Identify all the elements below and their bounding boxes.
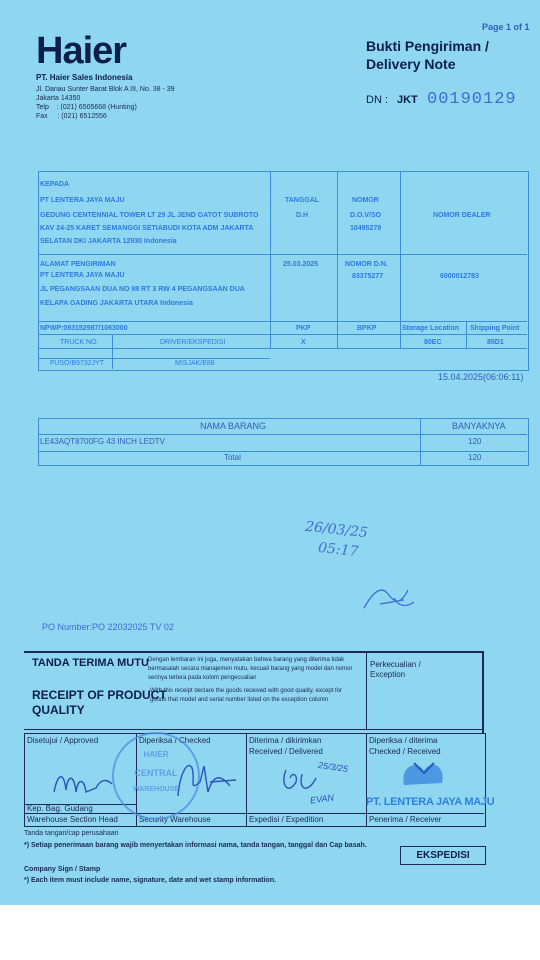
storage-label: Storage Location	[402, 325, 460, 332]
expedition-name-handwritten: EVAN	[309, 792, 335, 806]
shipping-date: 25.03.2025	[283, 261, 319, 268]
ekspedisi-label: EKSPEDISI	[416, 850, 470, 861]
col-name-header: NAMA BARANG	[200, 421, 267, 431]
haier-logo: Haier	[36, 30, 127, 72]
company-telp: Telp : (021) 6505668 (Hunting)	[36, 104, 137, 111]
nomor-label: NOMOR	[352, 197, 379, 204]
shipping-point-value: 85D1	[487, 339, 504, 346]
shipping-name: PT LENTERA JAYA MAJU	[40, 272, 125, 279]
expedition-label: Expedisi / Expedition	[249, 815, 324, 824]
item-qty: 120	[468, 437, 482, 446]
tanda-terima-title: TANDA TERIMA MUTU	[32, 657, 149, 669]
item-name: LE43AQT8700FG 43 INCH LEDTV	[40, 437, 165, 446]
checked-signature	[170, 752, 242, 802]
shipping-point-label: Shipping Point	[470, 325, 520, 332]
doc-title-1: Bukti Pengiriman /	[366, 38, 489, 54]
truck-value: FUSO/B9732JYT	[50, 360, 105, 367]
storage-value: 80EC	[424, 339, 442, 346]
recipient-address-3: SELATAN DKI JAKARTA 12930 Indonesia	[40, 238, 177, 245]
exception-label-1: Perkecualian /	[370, 660, 421, 669]
ekspedisi-box	[400, 846, 486, 865]
dealer-value: 6000012783	[440, 273, 479, 280]
col-qty-header: BANYAKNYA	[452, 421, 506, 431]
print-timestamp: 15.04.2025(06:06:11)	[438, 372, 524, 382]
company-name: PT. Haier Sales Indonesia	[36, 73, 133, 82]
footer-line-3: Company Sign / Stamp	[24, 866, 101, 873]
stamp-bot-text: WAREHOUSE	[133, 786, 179, 793]
kep-bag-label: Kep. Bag. Gudang	[27, 804, 93, 813]
recipient-name: PT LENTERA JAYA MAJU	[40, 197, 125, 204]
recipient-address-1: GEDUNG CENTENNIAL TOWER LT 29 JL JEND GATOT SUBROTO	[40, 212, 259, 219]
footer-line-2: *) Setiap penerimaan barang wajib menyertakan informasi nama, tanda tangan, tanggal dan Cap basah.	[24, 842, 367, 849]
exception-label-2: Exception	[370, 670, 406, 679]
footer-line-1: Tanda tangan/cap perusahaan	[24, 830, 119, 837]
receiver-stamp-text: PT. LENTERA JAYA MAJU	[366, 796, 495, 808]
kepada-label: KEPADA	[40, 181, 70, 188]
dealer-label: NOMOR DEALER	[433, 212, 491, 219]
approved-signature	[50, 762, 120, 802]
security-label: Security Warehouse	[139, 815, 211, 824]
nomor-dn-label: NOMOR D.N.	[345, 261, 388, 268]
shipping-address-2: KELAPA GADING JAKARTA UTARA Indonesia	[40, 300, 193, 307]
tanggal-value: D.H	[296, 212, 309, 219]
bpkp-label: BPKP	[357, 325, 377, 332]
pkp-label: PKP	[296, 325, 311, 332]
company-address-1: Jl. Danau Sunter Barat Blok A III, No. 38 - 39	[36, 86, 175, 93]
alamat-label: ALAMAT PENGIRIMAN	[40, 261, 116, 268]
nomor-value-1: D.O.V/SO	[350, 212, 382, 219]
receiver-label: Penerima / Receiver	[369, 815, 442, 824]
receipt-title-1: RECEIPT OF PRODUCT	[32, 688, 167, 702]
total-label: Total	[224, 453, 241, 462]
page-indicator: Page 1 of 1	[482, 22, 530, 32]
tanda-terima-text: Dengan lembaran ini juga, menyatakan bahwa barang yang diterima tidak bermasalah secara manajemen mutu, kecuali barang yang model dan nomor serinya tertera pada kolom pengecualian	[148, 657, 353, 681]
dn-number: 00190129	[427, 90, 517, 109]
pkp-value: X	[301, 339, 306, 346]
receiver-stamp-logo	[394, 755, 454, 795]
handwritten-time: 05:17	[317, 539, 360, 561]
footer-line-4: *) Each item must include name, signature, date and wet stamp information.	[24, 877, 277, 884]
warehouse-head-label: Warehouse Section Head	[27, 815, 118, 824]
approved-label: Disetujui / Approved	[27, 736, 99, 745]
truck-label: TRUCK NO.	[60, 339, 99, 346]
received-label-1: Diperiksa / diterima	[369, 736, 438, 745]
doc-title-2: Delivery Note	[366, 56, 456, 72]
checked-label: Diperiksa / Checked	[139, 736, 211, 745]
driver-label: DRIVER/EKSPEDISI	[160, 339, 226, 346]
receipt-text: With this receipt declare the goods received with good quality, except for goods that model and serial number listed on the exception column	[150, 688, 342, 703]
npwp: NPWP:093152987/1063000	[40, 325, 128, 332]
driver-value: MISJAK/E88	[175, 360, 215, 367]
tanggal-label: TANGGAL	[285, 197, 320, 204]
company-fax: Fax : (021) 6512556	[36, 113, 107, 120]
shipping-address-1: JL PEGANGSAAN DUA NO 98 RT 3 RW 4 PEGANGSAAN DUA	[40, 286, 245, 293]
nomor-dn-value: 83375277	[352, 273, 384, 280]
expedition-date-handwritten: 25/3/25	[317, 759, 349, 775]
recipient-address-2: KAV 24-25 KARET SEMANGGI SETIABUDI KOTA ADM JAKARTA	[40, 225, 254, 232]
delivered-label-2: Received / Delivered	[249, 747, 323, 756]
company-address-2: Jakarta 14350	[36, 95, 81, 102]
stamp-mid-text: CENTRAL	[134, 768, 178, 778]
delivered-label-1: Diterima / dikirimkan	[249, 736, 322, 745]
po-number: PO Number:PO 22032025 TV 02	[42, 622, 174, 632]
dn-prefix: JKT	[397, 94, 418, 106]
handwritten-date: 26/03/25	[304, 518, 369, 542]
dn-label: DN :	[366, 94, 388, 106]
receipt-title-2: QUALITY	[32, 703, 85, 717]
total-qty: 120	[468, 453, 482, 462]
handwritten-signature	[360, 580, 420, 615]
stamp-top-text: HAIER	[143, 750, 169, 759]
received-label-2: Checked / Received	[369, 747, 441, 756]
nomor-value-2: 10495279	[350, 225, 382, 232]
